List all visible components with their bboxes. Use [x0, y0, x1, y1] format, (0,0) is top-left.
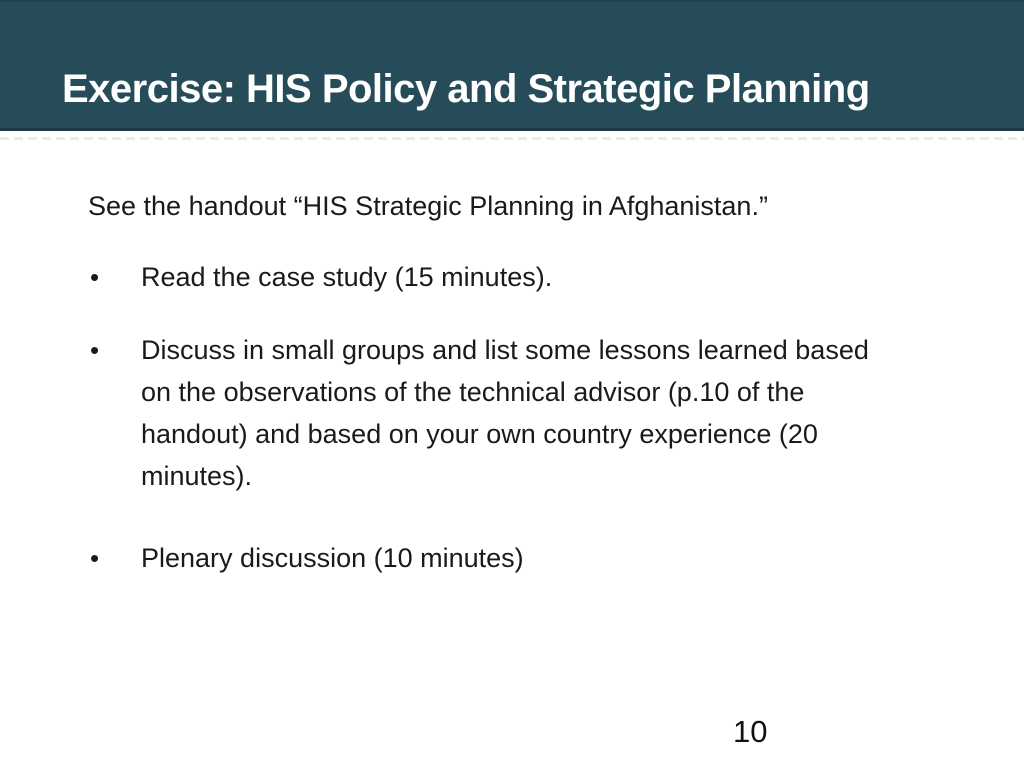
page-number: 10 — [733, 714, 768, 749]
bullet-marker: • — [90, 262, 100, 292]
bullet-item — [62, 256, 886, 298]
bullet-marker: • — [90, 335, 100, 365]
bullet-text: Read the case study (15 minutes). — [141, 262, 553, 292]
bullet-item — [62, 537, 886, 579]
bullet-item — [62, 329, 886, 497]
bullet-text: Discuss in small groups and list some lessons learned based on the observations of the technical advisor (p.10 of the handout) and based on your own country experience (20 minutes). — [141, 335, 869, 491]
slide-title: Exercise: HIS Policy and Strategic Planning — [62, 67, 870, 111]
bullet-marker: • — [90, 543, 100, 573]
header-dotted-separator — [0, 137, 1024, 140]
bullet-text: Plenary discussion (10 minutes) — [141, 543, 524, 573]
slide-header — [0, 0, 1024, 131]
intro-text: See the handout “HIS Strategic Planning in Afghanistan.” — [88, 191, 768, 221]
